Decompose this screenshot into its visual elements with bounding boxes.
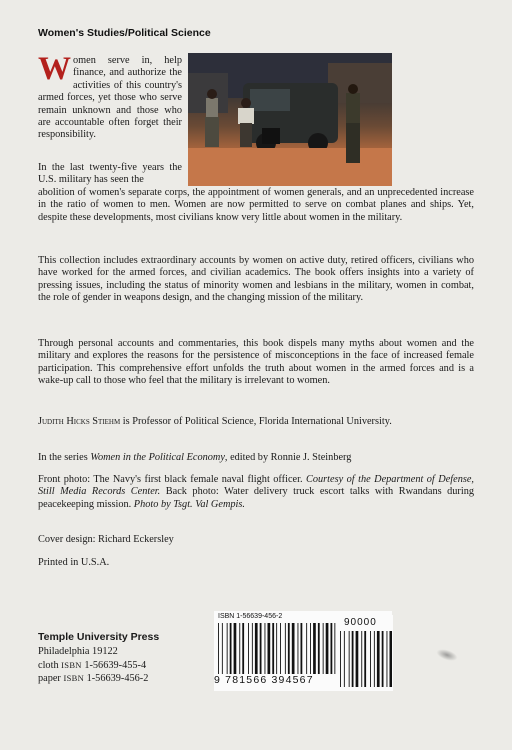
- ean-digits: 9 781566 394567: [214, 674, 338, 686]
- paragraph-2: abolition of women's separate corps, the appointment of women generals, and an unprecedented increase in the ratio of women to men. Women are now permitted to serve on combat planes and ships. Yet, despite these developments, most civilians know very little about women in the military.: [38, 187, 474, 223]
- barcode-bar: [344, 631, 345, 687]
- barcode-isbn-text: ISBN 1-56639-456-2: [218, 613, 283, 620]
- cloth-isbn-label: ISBN: [61, 659, 82, 670]
- front-photo-credit: Courtesy of the Department of Defense, Still Media Records Center.: [38, 474, 474, 498]
- price-code-text: 90000: [344, 617, 377, 628]
- intro-paragraph: [38, 51, 182, 142]
- barcode-bar: [374, 631, 375, 687]
- photo-credits: [38, 474, 474, 511]
- cloth-isbn: [38, 659, 159, 672]
- series-suffix: , edited by Ronnie J. Steinberg: [224, 452, 352, 463]
- paragraph-3: This collection includes extraordinary accounts by women on active duty, retired officers, civilians who have worked for the armed forces, and civilian academics. The book offers insights into a variety of pressing issues, including the status of minority women and lesbians in the military, women in combat, the role of gender in weapons design, and the changing mission of the military.: [38, 255, 474, 304]
- author-bio-text: is Professor of Political Science, Florida International University.: [120, 416, 392, 427]
- paper-isbn-label: ISBN: [63, 673, 85, 684]
- barcode-bar: [390, 631, 393, 687]
- barcode-bar: [387, 631, 388, 687]
- series-title: Women in the Political Economy: [90, 452, 225, 463]
- barcode-bar: [349, 631, 350, 687]
- series-prefix: In the series: [38, 452, 91, 463]
- barcode-bar: [361, 631, 362, 687]
- back-photo-credit: Photo by Tsgt. Val Gempis.: [133, 498, 245, 510]
- drop-cap: W: [38, 51, 71, 87]
- rwanda-photo-illustration: [188, 53, 392, 186]
- barcode-bar: [382, 631, 384, 687]
- author-name: Judith Hicks Stiehm: [38, 416, 121, 427]
- smudge-mark: [435, 647, 459, 663]
- cloth-isbn-number: 1-56639-455-4: [81, 659, 147, 671]
- barcode-bar: [364, 631, 366, 687]
- price-barcode: [340, 631, 392, 687]
- barcode-bar: [352, 631, 354, 687]
- barcode-bar: [377, 631, 380, 687]
- barcode-bar: [370, 631, 371, 687]
- barcode-bar: [356, 631, 359, 687]
- author-bio: [38, 416, 474, 428]
- intro-text: omen serve in, help finance, and authorize the activities of this country's armed forces, yet those who serve remain unknown and those who are accountable often forget their responsibility.: [38, 55, 182, 141]
- paper-isbn: [38, 672, 159, 685]
- front-photo-caption: Front photo: The Navy's first black female naval flight officer.: [38, 474, 306, 485]
- publisher-name: Temple University Press: [38, 631, 160, 643]
- printed-in: Printed in U.S.A.: [38, 557, 110, 568]
- publisher-city: Philadelphia 19122: [38, 646, 118, 658]
- barcode-bar: [340, 631, 341, 687]
- category-label: Women's Studies/Political Science: [38, 27, 211, 39]
- paper-isbn-number: 1-56639-456-2: [84, 673, 149, 685]
- series-line: [38, 452, 474, 464]
- paper-label: paper: [38, 673, 64, 685]
- cloth-label: cloth: [38, 659, 62, 671]
- back-photo-caption: Back photo: Water delivery truck escort talks with Rwandans during peacekeeping mission.: [38, 486, 474, 510]
- paragraph-2-lead: In the last twenty-five years the U.S. military has seen the: [38, 162, 182, 186]
- back-cover-photo: [188, 53, 392, 186]
- paragraph-4: Through personal accounts and commentaries, this book dispels many myths about women and the military and explores the reasons for the persistence of misconceptions in the face of increased female participation. This comprehensive effort unfolds the truth about women in the armed forces and is a wake-up call to those who feel that the military is irrelevant to women.: [38, 338, 474, 387]
- publisher-block: [38, 631, 159, 686]
- cover-design-credit: Cover design: Richard Eckersley: [38, 534, 174, 545]
